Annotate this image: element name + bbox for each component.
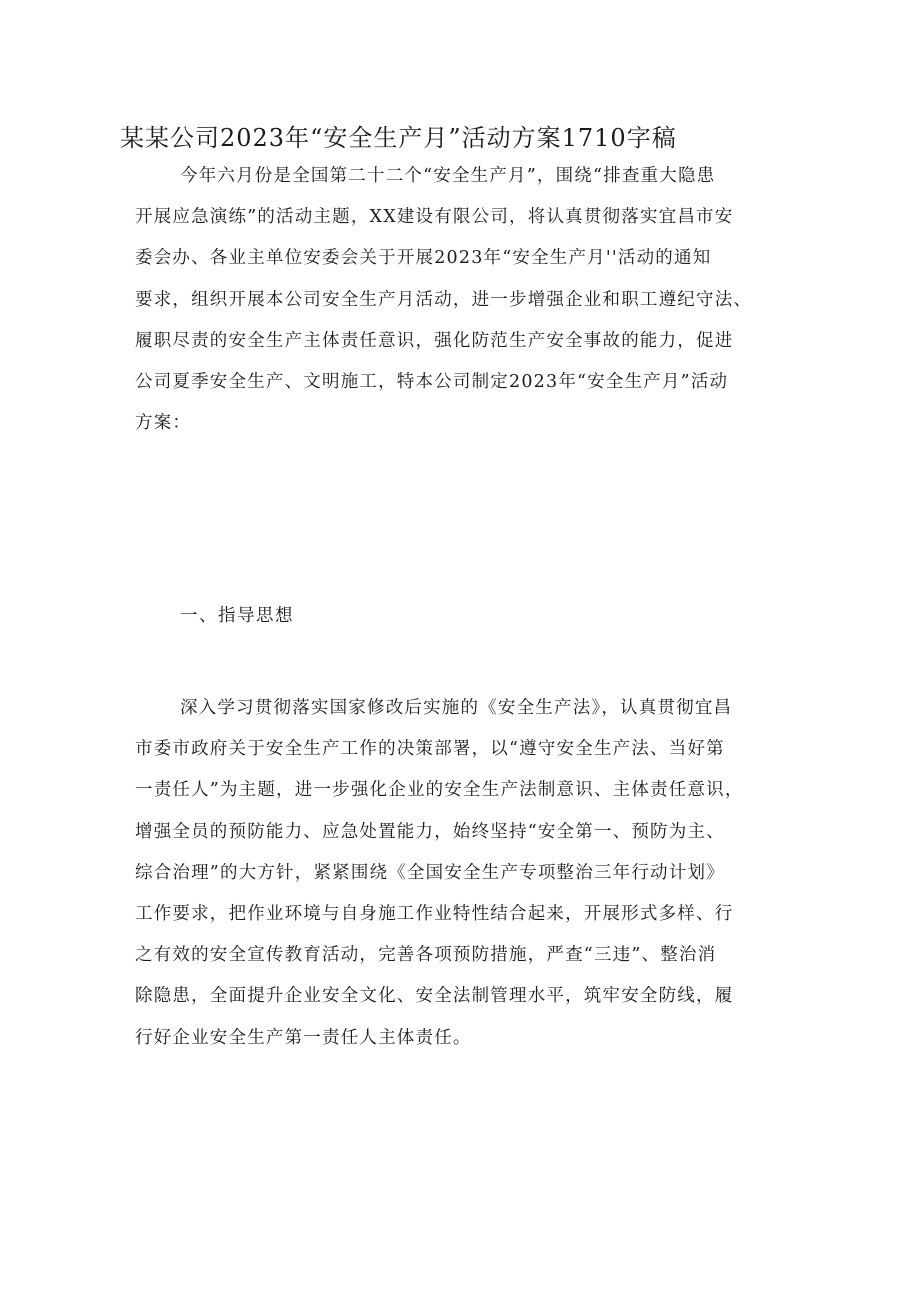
paragraph-line: 之有效的安全宣传教育活动，完善各项预防措施，严查“三违”、整治消 bbox=[135, 945, 717, 966]
section-heading-guiding-ideology bbox=[135, 596, 795, 636]
paragraph-line: 市委市政府关于安全生产工作的决策部署，以“遵守安全生产法、当好第 bbox=[135, 739, 725, 760]
paragraph-line: 一责任人”为主题，进一步强化企业的安全生产法制意识、主体责任意识， bbox=[135, 780, 744, 801]
paragraph-line: 综合治理”的大方针，紧紧围绕《全国安全生产专项整治三年行动计划》 bbox=[135, 862, 725, 883]
section1-paragraph bbox=[135, 688, 795, 1059]
paragraph-line: 行好企业安全生产第一责任人主体责任。 bbox=[135, 1027, 472, 1048]
paragraph-line: 方案： bbox=[135, 413, 192, 434]
paragraph-line: 公司夏季安全生产、文明施工，特本公司制定2023年“安全生产月”活动 bbox=[135, 371, 729, 392]
paragraph-line: 委会办、各业主单位安委会关于开展2023年“安全生产月''活动的通知 bbox=[135, 248, 712, 269]
document-title: 某某公司2023年“安全生产月”活动方案1710字稿 bbox=[120, 124, 677, 152]
intro-paragraph bbox=[135, 156, 795, 444]
paragraph-line: 深入学习贯彻落实国家修改后实施的《安全生产法》，认真贯彻宜昌 bbox=[180, 698, 733, 718]
paragraph-line: 增强全员的预防能力、应急处置能力，始终坚持“安全第一、预防为主、 bbox=[135, 821, 725, 842]
paragraph-line: 除隐患，全面提升企业安全文化、安全法制管理水平，筑牢安全防线，履 bbox=[135, 986, 734, 1007]
paragraph-line: 开展应急演练”的活动主题，XX建设有限公司，将认真贯彻落实宜昌市安 bbox=[135, 207, 734, 228]
paragraph-line: 要求，组织开展本公司安全生产月活动，进一步增强企业和职工遵纪守法、 bbox=[135, 289, 753, 310]
paragraph-line: 今年六月份是全国第二十二个“安全生产月”，围绕“排查重大隐患 bbox=[180, 166, 716, 186]
paragraph-line: 工作要求，把作业环境与自身施工作业特性结合起来，开展形式多样、行 bbox=[135, 903, 734, 924]
paragraph-line: 履职尽责的安全生产主体责任意识，强化防范生产安全事故的能力，促进 bbox=[135, 330, 734, 351]
section-heading: 一、指导思想 bbox=[180, 606, 294, 626]
